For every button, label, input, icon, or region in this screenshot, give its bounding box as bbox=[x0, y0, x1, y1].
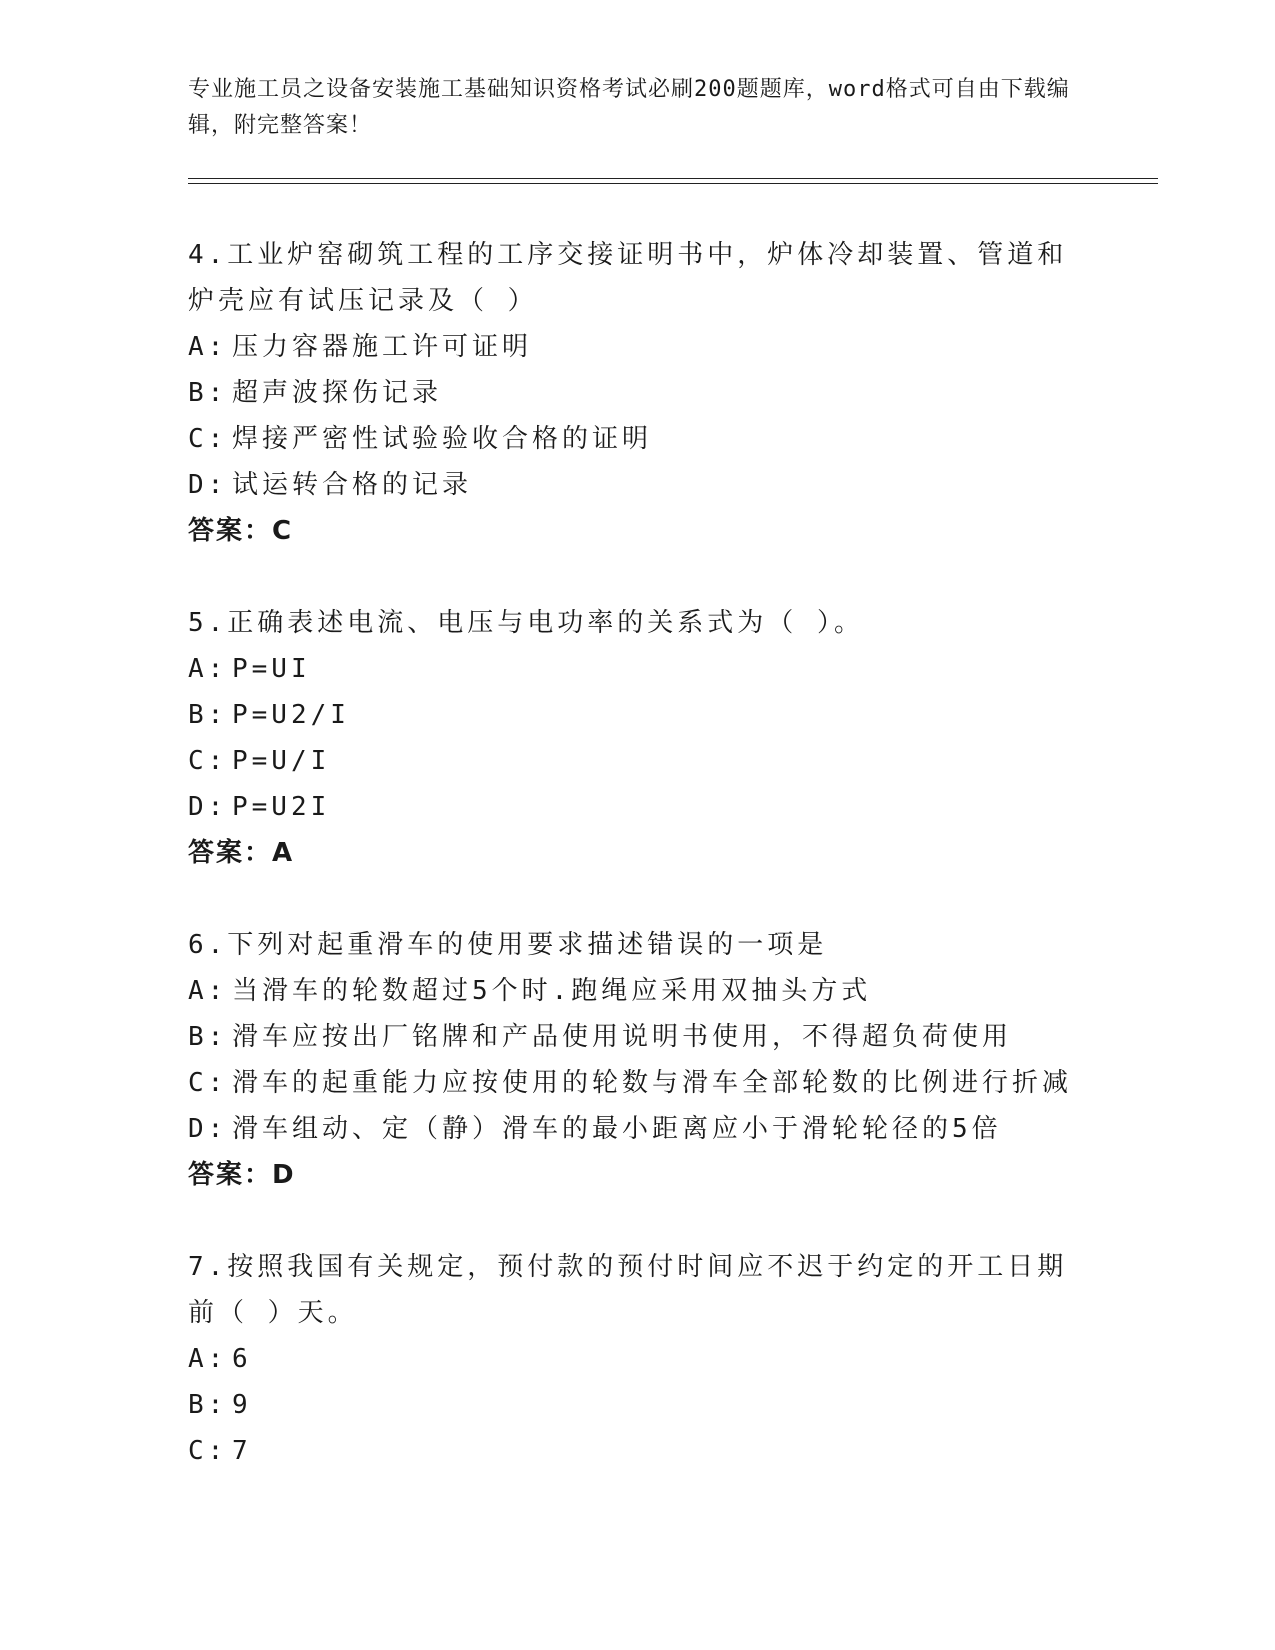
question-option bbox=[188, 1106, 1088, 1152]
question-option bbox=[188, 370, 1088, 416]
option-text: 6 bbox=[232, 1344, 252, 1374]
option-key: A: bbox=[188, 654, 228, 684]
question-stem: 5.正确表述电流、电压与电功率的关系式为（ ）。 bbox=[188, 608, 864, 638]
question-option bbox=[188, 416, 1088, 462]
question-option bbox=[188, 1060, 1088, 1106]
question-item bbox=[188, 922, 1088, 1198]
question-option bbox=[188, 324, 1088, 370]
option-key: A: bbox=[188, 976, 228, 1006]
option-text: P=UI bbox=[232, 654, 311, 684]
question-option bbox=[188, 738, 1088, 784]
option-text: 压力容器施工许可证明 bbox=[232, 332, 533, 362]
question-option bbox=[188, 784, 1088, 830]
option-text: P=U2I bbox=[232, 792, 331, 822]
option-text: 滑车组动、定（静）滑车的最小距离应小于滑轮轮径的5倍 bbox=[232, 1114, 1002, 1144]
option-key: A: bbox=[188, 332, 228, 362]
option-text: P=U2/I bbox=[232, 700, 350, 730]
question-option bbox=[188, 968, 1088, 1014]
option-text: 7 bbox=[232, 1436, 252, 1466]
option-text: 焊接严密性试验验收合格的证明 bbox=[232, 424, 653, 454]
question-option bbox=[188, 1336, 1088, 1382]
question-list bbox=[188, 232, 1088, 1520]
option-key: C: bbox=[188, 746, 228, 776]
option-key: D: bbox=[188, 792, 228, 822]
header-divider bbox=[188, 178, 1158, 184]
question-option bbox=[188, 1014, 1088, 1060]
question-option bbox=[188, 462, 1088, 508]
option-text: 滑车的起重能力应按使用的轮数与滑车全部轮数的比例进行折减 bbox=[232, 1068, 1073, 1098]
question-option bbox=[188, 692, 1088, 738]
option-text: P=U/I bbox=[232, 746, 331, 776]
question-stem: 7.按照我国有关规定，预付款的预付时间应不迟于约定的开工日期前（ ）天。 bbox=[188, 1252, 1068, 1328]
question-answer: 答案：A bbox=[188, 838, 295, 868]
question-item bbox=[188, 1244, 1088, 1474]
option-key: B: bbox=[188, 700, 228, 730]
option-text: 试运转合格的记录 bbox=[232, 470, 473, 500]
question-stem: 6.下列对起重滑车的使用要求描述错误的一项是 bbox=[188, 930, 828, 960]
option-key: D: bbox=[188, 1114, 228, 1144]
question-option bbox=[188, 1428, 1088, 1474]
question-stem: 4.工业炉窑砌筑工程的工序交接证明书中，炉体冷却装置、管道和炉壳应有试压记录及（ ） bbox=[188, 240, 1068, 316]
option-text: 超声波探伤记录 bbox=[232, 378, 443, 408]
question-item bbox=[188, 232, 1088, 554]
option-key: C: bbox=[188, 424, 228, 454]
question-answer: 答案：C bbox=[188, 516, 294, 546]
document-header: 专业施工员之设备安装施工基础知识资格考试必刷200题题库，word格式可自由下载编辑，附完整答案！ bbox=[188, 77, 1070, 138]
option-text: 滑车应按出厂铭牌和产品使用说明书使用，不得超负荷使用 bbox=[232, 1022, 1013, 1052]
question-item bbox=[188, 600, 1088, 876]
option-key: B: bbox=[188, 1022, 228, 1052]
question-option bbox=[188, 646, 1088, 692]
option-key: A: bbox=[188, 1344, 228, 1374]
option-key: C: bbox=[188, 1068, 228, 1098]
option-text: 9 bbox=[232, 1390, 252, 1420]
option-key: B: bbox=[188, 378, 228, 408]
option-key: C: bbox=[188, 1436, 228, 1466]
option-text: 当滑车的轮数超过5个时.跑绳应采用双抽头方式 bbox=[232, 976, 872, 1006]
question-option bbox=[188, 1382, 1088, 1428]
question-answer: 答案：D bbox=[188, 1160, 296, 1190]
option-key: B: bbox=[188, 1390, 228, 1420]
option-key: D: bbox=[188, 470, 228, 500]
